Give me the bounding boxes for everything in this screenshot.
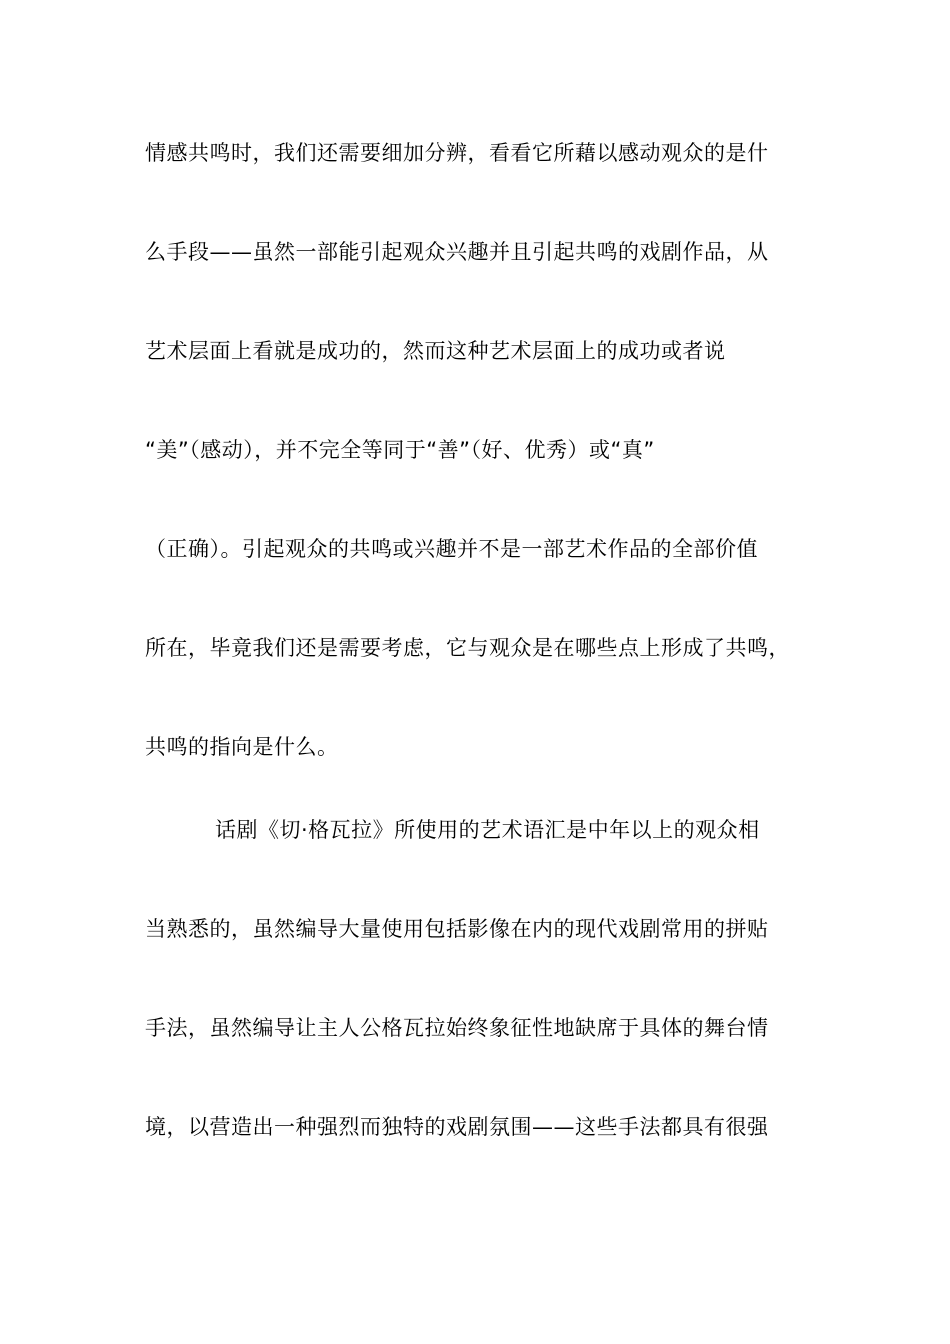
text-line: 共鸣的指向是什么。 (145, 735, 339, 759)
text-line: 情感共鸣时，我们还需要细加分辨，看看它所藉以感动观众的是什 (145, 141, 769, 165)
text-line: 艺术层面上看就是成功的，然而这种艺术层面上的成功或者说 (145, 339, 726, 363)
text-line: 所在，毕竟我们还是需要考虑，它与观众是在哪些点上形成了共鸣， (145, 636, 790, 660)
text-line: 境，以营造出一种强烈而独特的戏剧氛围——这些手法都具有很强 (145, 1115, 769, 1139)
text-line: 当熟悉的，虽然编导大量使用包括影像在内的现代戏剧常用的拼贴 (145, 917, 769, 941)
text-line: 么手段——虽然一部能引起观众兴趣并且引起共鸣的戏剧作品，从 (145, 240, 769, 264)
text-line: （正确）。引起观众的共鸣或兴趣并不是一部艺术作品的全部价值 (145, 537, 758, 561)
text-line: “美”（感动），并不完全等同于“善”（好、优秀）或“真” (145, 438, 655, 462)
text-line: 手法，虽然编导让主人公格瓦拉始终象征性地缺席于具体的舞台情 (145, 1016, 769, 1040)
text-line: 话剧《切·格瓦拉》所使用的艺术语汇是中年以上的观众相 (215, 818, 760, 842)
